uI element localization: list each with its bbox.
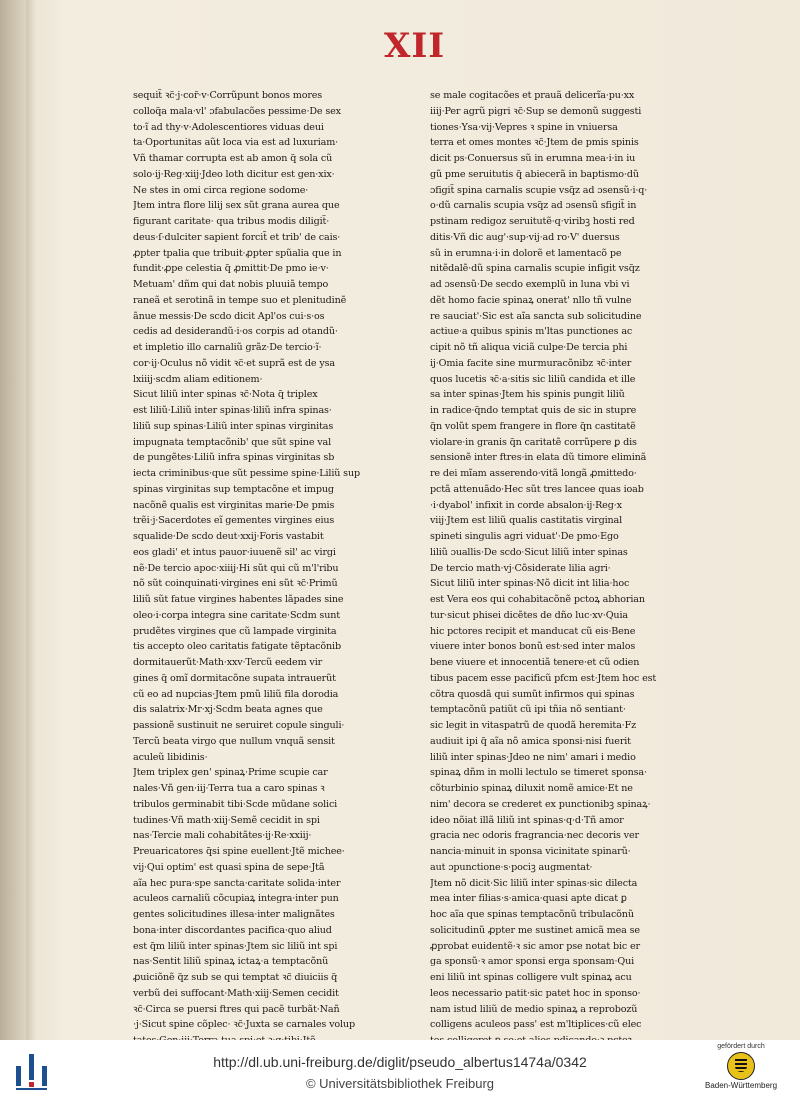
text-line: aculeũ libidinis· [133, 751, 208, 763]
text-line: ·j·Sicut spine cõplec· ꝛc̃·Juxta se carnales volup [133, 1019, 355, 1031]
text-line: viij·Jtem est liliũ qualis castitatis virginal [430, 515, 623, 527]
text-line: mea inter filias·s·amica·quasi apte dicat ꝑ [430, 893, 627, 905]
text-line: nas·Tercie mali cohabitãtes·ij·Re·xxiij· [133, 830, 312, 842]
copyright-notice: © Universitätsbibliothek Freiburg [305, 1076, 495, 1091]
text-line: solicitudinũ ꝓpter me sustinet amicã mea se [430, 924, 640, 936]
text-line: Jtem intra flore lilij sex sũt grana aurea que [133, 200, 340, 212]
text-line: tiones·Ysa·vij·Vepres ꝛ spine in vniuersa [430, 121, 618, 133]
text-line: Ne stes in omi circa regione sodome· [133, 184, 309, 196]
text-line: tis accepto oleo caritatis fatigate tẽptacõnib [133, 641, 341, 653]
text-line: iecta criminibus·que sũt pessime spine·Liliũ sup [133, 468, 360, 479]
text-line: se male cogitacões et prauã delicerĩa·pu·xx [430, 90, 635, 101]
text-line: re sauciat'·Sic est aĩa sancta sub solicitudine [430, 310, 642, 322]
text-line: trẽi·j·Sacerdotes eĩ gementes virgines eius [133, 515, 335, 527]
text-line: ad ɔsensũ·De secdo exemplũ in luna vbi vi [430, 279, 630, 290]
text-line: audiuit ipi q̃ aĩa nõ amica sponsi·nisi fuerit [430, 735, 631, 747]
text-line: Sicut liliũ inter spinas·Nõ dicit int lilia·hoc [430, 578, 630, 590]
sponsor-logo [698, 1043, 784, 1097]
text-line: tribulos germinabit tibi·Scde mũdane solici [133, 798, 338, 810]
text-line: gentes solicitudines illesa·inter malignãtes [133, 909, 335, 920]
text-line: solo·ij·Reg·xiij·Jdeo loth dicitur est gen·xix· [133, 168, 335, 180]
text-line: ideo nõiat illã liliũ int spinas·q·d·Tñ amor [430, 814, 624, 826]
text-line: gũ pme seruitutis q̃ abiecerã in baptismo·dũ [430, 168, 639, 180]
text-line: to·ĩ ad thy·v·Adolescentiores viduas deui [133, 121, 324, 133]
text-line: tur·sicut phisei dicẽtes de dño luc·xv·Quia [430, 609, 628, 621]
text-line: sequit̃ ꝛc̃·j·cor̃·v·Corrũpunt bonos mores [133, 90, 323, 101]
text-line: re dei mĩam asserendo·vitã longã ꝓmittedo· [430, 468, 637, 479]
text-line: nitẽdalẽ·dũ spina carnalis scupie infigit vsq̃z [430, 263, 640, 275]
text-line: bona·inter discordantes pacifica·quo aliud [133, 924, 332, 936]
text-line: colligens aculeos pass' est m'ltiplices·cũ elec [430, 1019, 642, 1031]
text-line: Jtem triplex gen' spinaꝝ·Prime scupie car [133, 767, 328, 779]
text-line: deus·ſ·dulciter sapient forcit̃ et trib' de cais· [133, 231, 341, 243]
text-line: liliũ sup spinas·Liliũ inter spinas virginitas [133, 420, 334, 432]
text-line: in radice·q̃ndo temptat quis de sic in stupre [430, 405, 637, 416]
text-line: ꝓpter tpalia que tribuit·ꝓpter spũalia que in [133, 247, 342, 259]
text-line: gines q̃ omĩ dormitacõne supata intrauerũt [133, 672, 336, 684]
text-line: viuere inter bonos bonũ est·sed inter malos [430, 641, 636, 653]
text-line: actiue·a quibus spinis m'ltas punctiones ac [430, 326, 633, 338]
text-line: gracia nec odoris fragrancia·nec decoris ver [430, 830, 639, 842]
text-line: nancia·minuit in sponsa vicinitate spinarũ· [430, 846, 631, 857]
text-line: raneã et serotinã in tempe suo et plenitudinẽ [133, 294, 347, 306]
text-line: liliũ sũt fatue virgines habentes lãpades sine [133, 594, 344, 605]
text-line: temptacõnũ patiũt cũ ipi tñia nõ sentiant· [430, 704, 626, 716]
text-line: cõturbinio spinaꝝ diluxit nomẽ amice·Et ne [430, 783, 633, 794]
text-line: Tercũ beata virgo que nullum vnquã sensit [133, 735, 335, 747]
text-line: lxiiij·scdm aliam editionem· [133, 373, 263, 385]
text-line: cedis ad desiderandũ·i·os corpis ad otandũ· [133, 326, 338, 338]
text-line: tudines·Vñ math·xiij·Semẽ cecidit in spi [133, 814, 320, 826]
text-line: Jtem nõ dicit·Sic liliũ inter spinas·sic dilecta [430, 877, 638, 889]
text-line: ij·Omia facite sine murmuracõnibz ꝛc̃·inter [430, 357, 632, 369]
text-line: De tercio math·vj·Cõsiderate lilia agri· [430, 562, 611, 574]
text-line: o·dũ carnalis scupia vsq̃z ad ɔsensũ sfigit̃ in [430, 200, 637, 212]
sponsor-name: Baden-Württemberg [704, 1081, 778, 1090]
text-line: nõ sũt coinquinati·virgines eni sũt ꝛc̃·Primũ [133, 578, 338, 590]
text-line: leos necessario patit·sic patet hoc in sponso· [430, 987, 641, 999]
text-line: aĩa hec pura·spe sancta·caritate solida·inter [133, 877, 341, 889]
text-line: colloq̃a mala·vl' ɔfabulacões pessime·De sex [133, 105, 341, 117]
text-line: hoc aĩa que spinas temptacõnũ tribulacõnũ [430, 909, 634, 920]
text-line: figurant caritate· qua tribus modis diligit̃· [133, 216, 330, 227]
text-line: prudẽtes virgines que cũ lampade virginita [133, 625, 337, 637]
text-line: sic legit in vitaspatrũ de quodã heremita·Fz [430, 720, 636, 731]
text-line: liliũ ɔuallis·De scdo·Sicut liliũ inter spinas [430, 546, 628, 558]
text-line: cipit nõ tñ aliqua viciã culpe·De tercia phi [430, 342, 628, 353]
text-line: pstinam redigoz seruitutẽ·q·viribꝫ hosti red [430, 216, 635, 227]
text-line: nam istud liliũ de medio spinaꝝ a reprobozũ [430, 1003, 638, 1015]
text-line: passionẽ sustinuit ne seruiret copule singuli· [133, 720, 345, 731]
text-line: q̃n volũt spem frangere in flore q̃n castitatẽ [430, 420, 636, 432]
text-line: nacõnẽ qualis est virginitas marie·De pmis [133, 499, 335, 511]
text-line: hic pctores recipit et manducat cũ eis·Bene [430, 625, 636, 637]
text-line: cũ eo ad nupcias·Jtem pmũ liliũ fila dorodia [133, 688, 339, 700]
text-line: squalide·De scdo deut·xxij·Foris vastabit [133, 531, 324, 542]
text-line: bene viuere et innocentiã tenere·et cũ odien [430, 657, 640, 668]
text-line: aut ɔpunctione·s·pociꝫ augmentat· [430, 861, 593, 873]
text-line: ditis·Vñ dic aug'·sup·vij·ad ro·V' duersus [430, 231, 620, 243]
state-seal-icon [727, 1052, 755, 1080]
text-line: est liliũ·Liliũ inter spinas·liliũ infra spinas· [133, 405, 332, 416]
viewer-footer [0, 1040, 800, 1099]
text-line: de pungẽtes·Liliũ infra spinas virginitas sb [133, 452, 335, 464]
text-line: oleo·i·corpa integra sine caritate·Scdm sunt [133, 609, 340, 621]
text-line: ꝓuiciõnẽ q̃z sub se qui temptat ꝛc̃ diuiciis q̃ [133, 972, 338, 983]
text-line: ꝓprobat euidentẽ·ꝛ sic amor pse notat bic er [430, 940, 640, 952]
text-line: violare·in granis q̃n caritatẽ corrũpere ꝑ dis [430, 436, 637, 448]
text-line: spinaꝝ dñm in molli lectulo se timeret sponsa· [430, 767, 647, 779]
text-line: nẽ·De tercio apoc·xiiij·Hi sũt qui cũ m'l'ribu [133, 562, 339, 574]
text-line: pctã attenuãdo·Hec sũt tres lancee quas ioab [430, 483, 644, 495]
text-line: dormitauerũt·Math·xxv·Tercũ eedem vir [133, 657, 323, 668]
text-line: quos lucetis ꝛc̃·a·sitis sic liliũ candida et ille [430, 373, 636, 385]
folio-number: XII [384, 26, 446, 66]
text-line: dẽt homo facie spinaꝝ onerat' nllo tñ vulne [430, 294, 632, 306]
text-line: nim' decora se crederet ex punctionibꝫ spinaꝝ· [430, 798, 651, 810]
text-line: spinas virginitas sup temptacõne et impug [133, 483, 334, 495]
text-line: ·i·dyabol' infixit in corde absalon·ij·Reg·x [430, 499, 622, 511]
text-line: Vñ thamar corrupta est ab amon q̃ sola cũ [133, 153, 333, 164]
text-line: ɔfigit̃ spina carnalis scupie vsq̃z ad ɔsensũ·i·q· [430, 184, 648, 196]
text-line: fundit·ꝓpe celestia q̃ ꝓmittit·De pmo ie·v· [133, 263, 329, 275]
sponsor-caption: gefördert durch [717, 1043, 765, 1050]
text-line: tibus pacem esse pacificũ pfcm est·Jtem hoc est [430, 672, 657, 684]
text-line: liliũ inter spinas·Jdeo ne nim' amari i medio [430, 751, 636, 763]
text-line: spineti singulis agri viduat'·De pmo·Ego [430, 531, 619, 542]
text-column-right [430, 88, 670, 1049]
text-line: cor·ij·Oculus nõ vidit ꝛc̃·et suprã est de ysa [133, 357, 335, 369]
text-column-left [133, 88, 373, 1049]
text-line: est q̃m liliũ inter spinas·Jtem sic liliũ int spi [133, 940, 338, 952]
text-line: impugnata temptacõnib' que sũt spine val [133, 436, 332, 448]
text-line: aculeos carnaliũ cõcupiaꝝ integra·inter pun [133, 893, 339, 905]
text-line: ãnue messis·De scdo dicit Apl'os cui·s·os [133, 310, 325, 322]
text-line: est Vera eos qui cohabitacõnẽ pctoꝝ abhorian [430, 594, 645, 605]
source-url-link[interactable]: http://dl.ub.uni-freiburg.de/diglit/pseudo_albertus1474a/0342 [213, 1054, 587, 1070]
text-line: vij·Qui optim' est quasi spina de sepe·Jtã [133, 861, 325, 873]
text-line: ga sponsũ·ꝛ amor sponsi erga sponsam·Qui [430, 956, 635, 968]
text-line: et impletio illo carnaliũ grãz·De tercio·ĩ· [133, 342, 322, 353]
text-line: nales·Vñ gen·iij·Terra tua a caro spinas ꝛ [133, 783, 325, 794]
text-line: verbũ dei suffocant·Math·xiij·Semen cecidit [133, 987, 339, 999]
text-line: Sicut liliũ inter spinas ꝛc̃·Nota q̃ triplex [133, 389, 318, 401]
text-line: eni liliũ int spinas colligere vult spinaꝝ acu [430, 972, 632, 983]
text-line: cõtra quosdã qui sumũt infirmos qui spinas [430, 688, 635, 700]
binding-gutter [0, 0, 26, 1040]
text-line: nas·Sentit liliũ spinaꝝ ictaꝝ·a temptacõnũ [133, 956, 329, 968]
text-line: dicit ps·Conuersus sũ in erumna mea·i·in iu [430, 153, 636, 164]
text-line: ta·Oportunitas aũt loca via est ad luxuriam· [133, 137, 339, 149]
text-line: Metuam' dñm qui dat nobis pluuiã tempo [133, 279, 329, 290]
text-line: eos gladi' et intus pauor·iuuenẽ sil' ac virgi [133, 546, 336, 558]
text-line: Preuaricatores q̃si spine euellent·Jtẽ michee· [133, 846, 345, 857]
text-line: iiij·Per agrũ pigri ꝛc̃·Sup se demonũ suggesti [430, 105, 642, 117]
text-line: sũ in erumna·i·in dolorẽ et lamentacõ pe [430, 247, 622, 259]
text-line: ꝛc̃·Circa se puersi ftres qui pacẽ turbãt·Nañ [133, 1003, 340, 1015]
text-line: terra et omes montes ꝛc̃·Jtem de pmis spinis [430, 137, 639, 149]
text-line: dis salatrix·Mr·xj·Scdm beata agnes que [133, 704, 323, 716]
text-line: sensionẽ inter ftres·in elata dũ timore eliminã [430, 452, 647, 464]
text-line: sa inter spinas·Jtem his spinis pungit liliũ [430, 389, 625, 401]
